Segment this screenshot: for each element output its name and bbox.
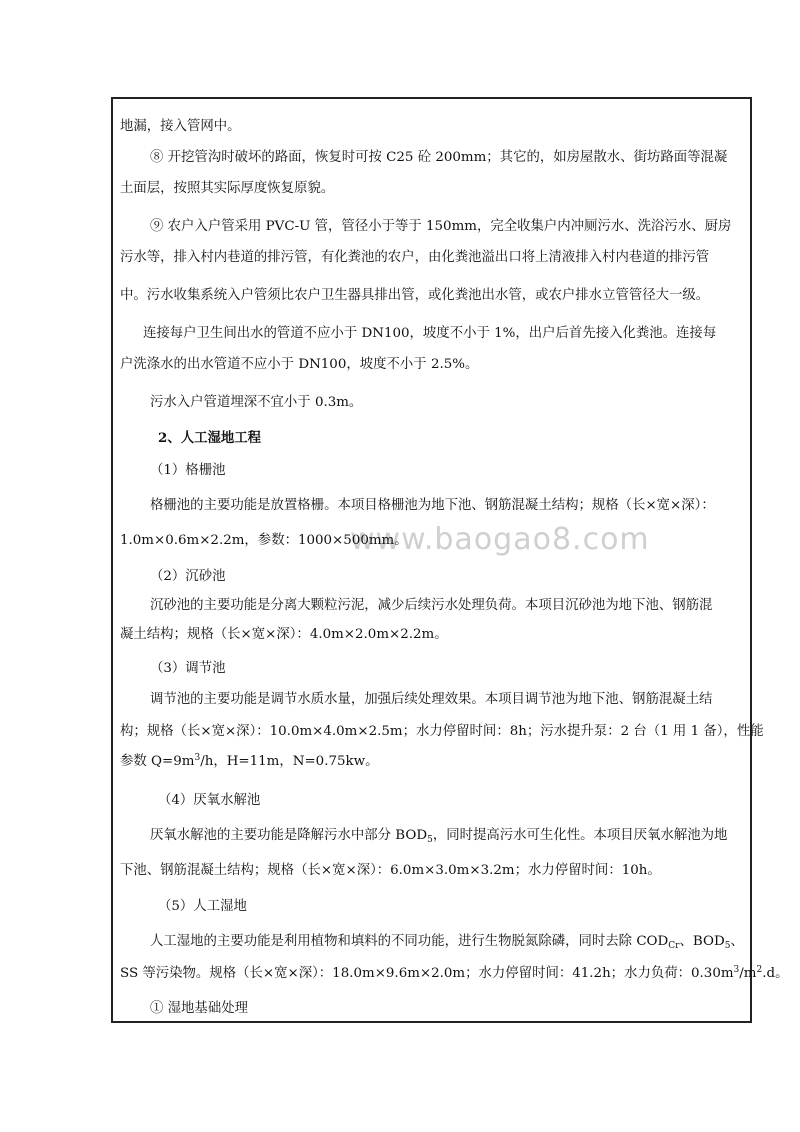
paragraph-line: 格栅池的主要功能是放置格栅。本项目格栅池为地下池、钢筋混凝土结构；规格（长×宽×深）： — [150, 498, 715, 513]
watermark: www.baogao8.com — [350, 522, 650, 557]
subsection-title: （3）调节池 — [150, 661, 226, 676]
paragraph-line: 下池、钢筋混凝土结构；规格（长×宽×深）：6.0m×3.0m×3.2m；水力停留时间：10h。 — [120, 863, 661, 878]
paragraph-line: 调节池的主要功能是调节水质水量，加强后续处理效果。本项目调节池为地下池、钢筋混凝土结 — [150, 692, 713, 707]
paragraph-line: ⑧ 开挖管沟时破坏的路面，恢复时可按 C25 砼 200mm；其它的，如房屋散水、街坊路面等混凝 — [150, 150, 728, 165]
paragraph-line: ① 湿地基础处理 — [150, 1001, 248, 1016]
paragraph-line: 凝土结构；规格（长×宽×深）：4.0m×2.0m×2.2m。 — [120, 627, 448, 642]
paragraph-line: 构；规格（长×宽×深）：10.0m×4.0m×2.5m；水力停留时间：8h；污水提升泵：2 台（1 用 1 备），性能 — [120, 724, 764, 739]
paragraph-line: 连接每户卫生间出水的管道不应小于 DN100，坡度不小于 1%，出户后首先接入化粪池。连接每 — [143, 326, 717, 341]
paragraph-line: ⑨ 农户入户管采用 PVC-U 管，管径小于等于 150mm，完全收集户内冲厕污水、洗浴污水、厨房 — [150, 219, 732, 234]
subsection-title: （5）人工湿地 — [158, 899, 247, 914]
paragraph-line: 厌氧水解池的主要功能是降解污水中部分 $BOD_5$，同时提高污水可生化性。本项目厌氧水解池为地 — [150, 828, 728, 845]
paragraph-line: 人工湿地的主要功能是利用植物和填料的不同功能，进行生物脱氮除磷，同时去除 $COD_{Cr}$、$BOD_5$、 — [150, 934, 744, 951]
paragraph-line: 土面层，按照其实际厚度恢复原貌。 — [120, 181, 335, 196]
paragraph-line: 沉砂池的主要功能是分离大颗粒污泥，减少后续污水处理负荷。本项目沉砂池为地下池、钢筋混 — [150, 598, 713, 613]
paragraph-line: 污水等，排入村内巷道的排污管，有化粪池的农户，由化粪池溢出口将上清液排入村内巷道的排污管 — [120, 250, 710, 265]
paragraph-line: 污水入户管道埋深不宜小于 0.3m。 — [150, 395, 363, 410]
subsection-title: （2）沉砂池 — [150, 569, 226, 584]
paragraph-line: 参数 $Q=9m^3/h$，H=11m，N=0.75kw。 — [120, 753, 379, 769]
paragraph-line: 地漏，接入管网中。 — [120, 119, 241, 134]
paragraph-line: SS 等污染物。规格（长×宽×深）：18.0m×9.6m×2.0m；水力停留时间：41.2h；水力负荷：$0.30m^3/m^2.d$。 — [120, 965, 789, 981]
subsection-title: （4）厌氧水解池 — [158, 793, 261, 808]
section-heading: 2、人工湿地工程 — [158, 430, 262, 446]
subsection-title: （1）格栅池 — [150, 463, 226, 478]
paragraph-line: 1.0m×0.6m×2.2m，参数：1000×500mm。 — [120, 533, 408, 548]
paragraph-line: 中。污水收集系统入户管须比农户卫生器具排出管，或化粪池出水管，或农户排水立管管径大一级。 — [120, 288, 710, 303]
paragraph-line: 户洗涤水的出水管道不应小于 DN100，坡度不小于 2.5%。 — [120, 357, 479, 372]
